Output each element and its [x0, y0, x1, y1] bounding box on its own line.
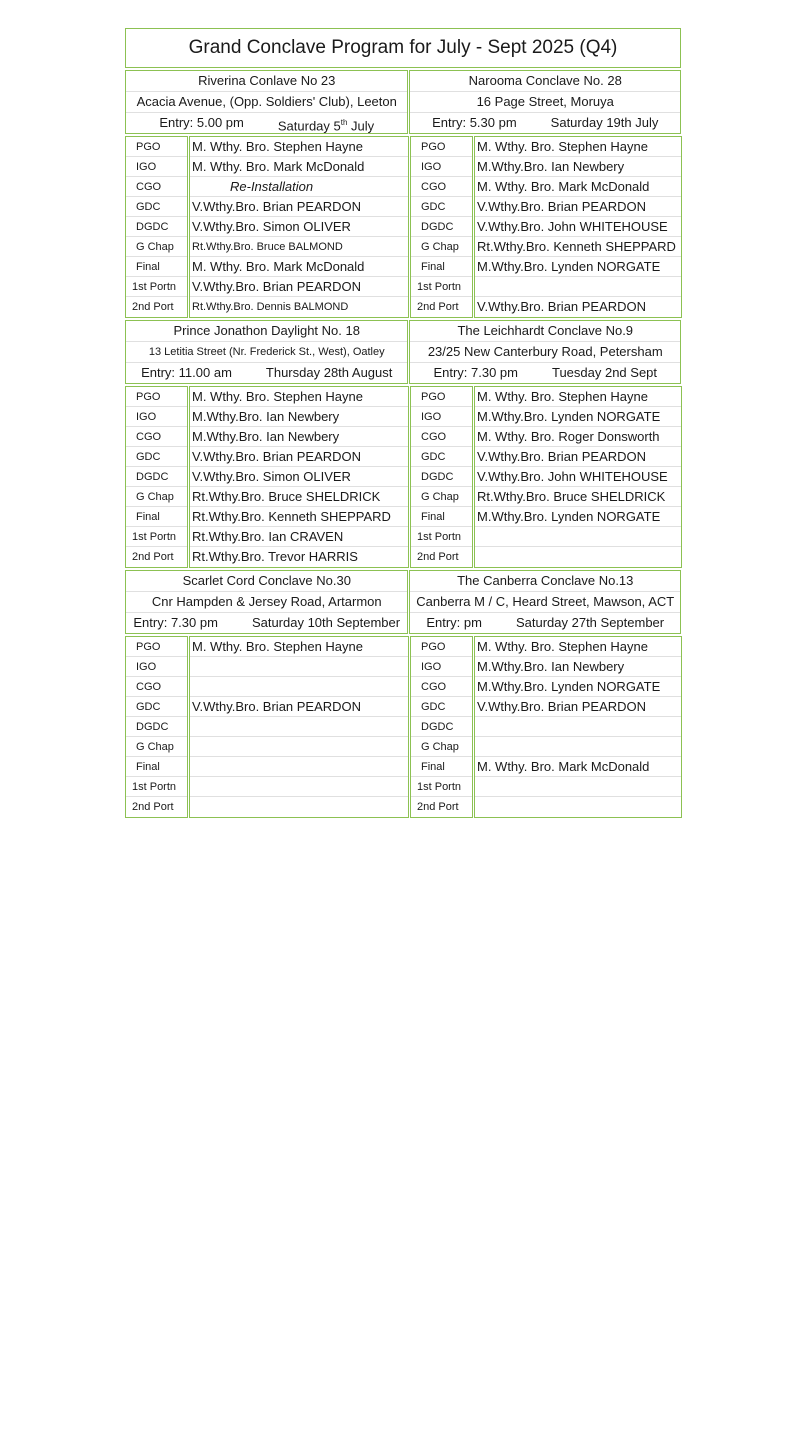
officer-name: V.Wthy.Bro. Brian PEARDON	[190, 277, 408, 297]
role-label: IGO	[126, 657, 187, 677]
role-column	[410, 636, 473, 818]
role-label: DGDC	[411, 217, 472, 237]
role-label: DGDC	[411, 717, 472, 737]
role-label: 1st Portn	[411, 777, 472, 797]
role-label: DGDC	[411, 467, 472, 487]
role-label: 2nd Port	[417, 551, 459, 563]
officer-grid	[125, 136, 409, 318]
role-label: CGO	[411, 177, 472, 197]
program-sheet	[125, 28, 681, 818]
role-column	[125, 386, 188, 568]
conclave-header	[125, 570, 408, 634]
officer-grid-row-2	[125, 386, 681, 568]
conclave-header	[409, 70, 681, 134]
conclave-name: The Leichhardt Conclave No.9	[410, 321, 680, 342]
role-label: Final	[126, 257, 187, 277]
officer-name: V.Wthy.Bro. Simon OLIVER	[190, 467, 408, 487]
officer-column	[189, 136, 409, 318]
role-label: PGO	[126, 387, 187, 407]
role-label: CGO	[126, 427, 187, 447]
conclave-entry-row	[410, 363, 680, 383]
role-label: Final	[126, 507, 187, 527]
role-label: 2nd Port	[132, 801, 174, 813]
conclave-name: Riverina Conlave No 23	[126, 71, 407, 92]
officer-grid	[125, 636, 409, 818]
role-label: PGO	[411, 137, 472, 157]
officer-name	[475, 527, 681, 547]
officer-name: Rt.Wthy.Bro. Ian CRAVEN	[190, 527, 408, 547]
role-label: 1st Portn	[126, 527, 187, 547]
officer-name	[190, 737, 408, 757]
officer-name: Re-Installation	[190, 177, 408, 197]
role-label: PGO	[126, 137, 187, 157]
officer-name: Rt.Wthy.Bro. Dennis BALMOND	[192, 301, 349, 313]
officer-grid	[410, 386, 682, 568]
officer-grid	[410, 636, 682, 818]
role-label: CGO	[126, 677, 187, 697]
entry-time: Entry: 5.30 pm	[432, 115, 517, 130]
role-label: G Chap	[126, 487, 187, 507]
role-label: IGO	[411, 407, 472, 427]
officer-grid-row-1	[125, 136, 681, 318]
role-label: G Chap	[411, 487, 472, 507]
officer-name: Rt.Wthy.Bro. Trevor HARRIS	[192, 549, 358, 564]
officer-grid	[410, 136, 682, 318]
officer-name: Rt.Wthy.Bro. Kenneth SHEPPARD	[475, 237, 681, 257]
role-label: 1st Portn	[411, 277, 472, 297]
role-label: DGDC	[126, 217, 187, 237]
conclave-address: Acacia Avenue, (Opp. Soldiers' Club), Leeton	[126, 92, 407, 113]
officer-name: V.Wthy.Bro. Brian PEARDON	[477, 299, 647, 314]
officer-name	[190, 797, 408, 817]
role-label: CGO	[411, 427, 472, 447]
officer-name	[190, 777, 408, 797]
conclave-address: Canberra M / C, Heard Street, Mawson, ACT	[410, 592, 680, 613]
officer-name	[190, 717, 408, 737]
role-label: DGDC	[126, 467, 187, 487]
officer-name: M.Wthy.Bro. Ian Newbery	[475, 657, 681, 677]
officer-name: M. Wthy. Bro. Mark McDonald	[475, 757, 681, 777]
role-label: G Chap	[126, 737, 187, 757]
conclave-header	[125, 320, 408, 384]
entry-time: Entry: pm	[426, 615, 482, 630]
role-label: IGO	[411, 157, 472, 177]
role-label: IGO	[411, 657, 472, 677]
officer-name: Rt.Wthy.Bro. Bruce SHELDRICK	[475, 487, 681, 507]
conclave-name: The Canberra Conclave No.13	[410, 571, 680, 592]
role-label: Final	[411, 757, 472, 777]
officer-name: M.Wthy.Bro. Lynden NORGATE	[475, 507, 681, 527]
conclave-address: Cnr Hampden & Jersey Road, Artarmon	[126, 592, 407, 613]
officer-name	[475, 717, 681, 737]
officer-grid-row-3	[125, 636, 681, 818]
officer-name: V.Wthy.Bro. Brian PEARDON	[190, 697, 408, 717]
officer-name: V.Wthy.Bro. Brian PEARDON	[475, 447, 681, 467]
page-title: Grand Conclave Program for July - Sept 2025 (Q4)	[125, 28, 681, 68]
conclave-header	[409, 570, 681, 634]
officer-name: M. Wthy. Bro. Roger Donsworth	[475, 427, 681, 447]
officer-name	[190, 677, 408, 697]
role-column	[125, 136, 188, 318]
role-column	[410, 386, 473, 568]
officer-name	[190, 657, 408, 677]
officer-name: M. Wthy. Bro. Stephen Hayne	[190, 137, 408, 157]
officer-name: V.Wthy.Bro. John WHITEHOUSE	[475, 467, 681, 487]
officer-name: M.Wthy.Bro. Lynden NORGATE	[475, 257, 681, 277]
role-label: DGDC	[126, 717, 187, 737]
officer-name: M. Wthy. Bro. Mark McDonald	[475, 177, 681, 197]
officer-column	[474, 636, 682, 818]
officer-name: M. Wthy. Bro. Stephen Hayne	[475, 137, 681, 157]
officer-name: Rt.Wthy.Bro. Bruce SHELDRICK	[190, 487, 408, 507]
officer-name: V.Wthy.Bro. Brian PEARDON	[190, 197, 408, 217]
officer-name: V.Wthy.Bro. Brian PEARDON	[475, 197, 681, 217]
entry-time: Entry: 5.00 pm	[159, 115, 244, 130]
conclave-address: 13 Letitia Street (Nr. Frederick St., West), Oatley	[126, 342, 407, 363]
officer-name: V.Wthy.Bro. Simon OLIVER	[190, 217, 408, 237]
officer-name: M. Wthy. Bro. Mark McDonald	[190, 157, 408, 177]
role-label: Final	[411, 507, 472, 527]
conclave-entry-row	[410, 113, 680, 133]
conclave-name: Prince Jonathon Daylight No. 18	[126, 321, 407, 342]
meeting-date: Tuesday 2nd Sept	[551, 365, 658, 380]
officer-name	[190, 757, 408, 777]
role-label: GDC	[126, 697, 187, 717]
role-label: GDC	[411, 197, 472, 217]
officer-name: V.Wthy.Bro. Brian PEARDON	[475, 697, 681, 717]
role-label: IGO	[126, 157, 187, 177]
officer-name: M.Wthy.Bro. Lynden NORGATE	[475, 677, 681, 697]
officer-name: M.Wthy.Bro. Ian Newbery	[190, 407, 408, 427]
role-label: GDC	[126, 197, 187, 217]
entry-time: Entry: 11.00 am	[141, 365, 232, 380]
meeting-date: Saturday 19th July	[550, 115, 659, 130]
role-label: 2nd Port	[132, 301, 174, 313]
meeting-date: Saturday 5th July	[277, 118, 375, 133]
officer-column	[189, 636, 409, 818]
role-label: Final	[126, 757, 187, 777]
conclave-header	[409, 320, 681, 384]
officer-name: M. Wthy. Bro. Stephen Hayne	[190, 387, 408, 407]
officer-name: M. Wthy. Bro. Mark McDonald	[190, 257, 408, 277]
officer-column	[474, 136, 682, 318]
officer-name: M. Wthy. Bro. Stephen Hayne	[475, 387, 681, 407]
role-label: PGO	[411, 637, 472, 657]
role-label: 2nd Port	[417, 301, 459, 313]
officer-name: M. Wthy. Bro. Stephen Hayne	[190, 637, 408, 657]
role-label: 1st Portn	[126, 277, 187, 297]
conclave-entry-row	[410, 613, 680, 633]
officer-column	[189, 386, 409, 568]
officer-column	[474, 386, 682, 568]
officer-name	[475, 737, 681, 757]
entry-time: Entry: 7.30 pm	[133, 615, 218, 630]
entry-time: Entry: 7.30 pm	[433, 365, 518, 380]
role-label: CGO	[411, 677, 472, 697]
role-label: PGO	[411, 387, 472, 407]
conclave-address: 23/25 New Canterbury Road, Petersham	[410, 342, 680, 363]
role-label: CGO	[126, 177, 187, 197]
conclave-header-row-2	[125, 320, 681, 384]
role-label: GDC	[411, 697, 472, 717]
officer-name	[475, 777, 681, 797]
conclave-name: Narooma Conclave No. 28	[410, 71, 680, 92]
role-label: 1st Portn	[126, 777, 187, 797]
role-label: IGO	[126, 407, 187, 427]
role-label: GDC	[411, 447, 472, 467]
role-label: GDC	[126, 447, 187, 467]
conclave-address: 16 Page Street, Moruya	[410, 92, 680, 113]
officer-name: Rt.Wthy.Bro. Bruce BALMOND	[190, 237, 408, 257]
role-label: Final	[411, 257, 472, 277]
role-label: G Chap	[411, 737, 472, 757]
officer-name: M.Wthy.Bro. Ian Newbery	[190, 427, 408, 447]
conclave-header	[125, 70, 408, 134]
role-label: G Chap	[126, 237, 187, 257]
conclave-header-row-3	[125, 570, 681, 634]
officer-grid	[125, 386, 409, 568]
conclave-entry-row	[126, 363, 407, 383]
officer-name: M.Wthy.Bro. Lynden NORGATE	[475, 407, 681, 427]
meeting-date: Saturday 10th September	[251, 615, 401, 630]
role-label: G Chap	[411, 237, 472, 257]
officer-name: V.Wthy.Bro. John WHITEHOUSE	[475, 217, 681, 237]
role-label: 1st Portn	[411, 527, 472, 547]
role-label: 2nd Port	[132, 551, 174, 563]
officer-name: M. Wthy. Bro. Stephen Hayne	[475, 637, 681, 657]
officer-name: Rt.Wthy.Bro. Kenneth SHEPPARD	[190, 507, 408, 527]
officer-name	[475, 547, 681, 567]
conclave-name: Scarlet Cord Conclave No.30	[126, 571, 407, 592]
role-column	[125, 636, 188, 818]
officer-name	[475, 797, 681, 817]
officer-name: M.Wthy.Bro. Ian Newbery	[475, 157, 681, 177]
conclave-header-row-1	[125, 70, 681, 134]
meeting-date: Saturday 27th September	[515, 615, 665, 630]
role-label: PGO	[126, 637, 187, 657]
conclave-entry-row	[126, 113, 407, 133]
conclave-entry-row	[126, 613, 407, 633]
role-column	[410, 136, 473, 318]
role-label: 2nd Port	[417, 801, 459, 813]
officer-name: V.Wthy.Bro. Brian PEARDON	[190, 447, 408, 467]
meeting-date: Thursday 28th August	[265, 365, 393, 380]
officer-name	[475, 277, 681, 297]
